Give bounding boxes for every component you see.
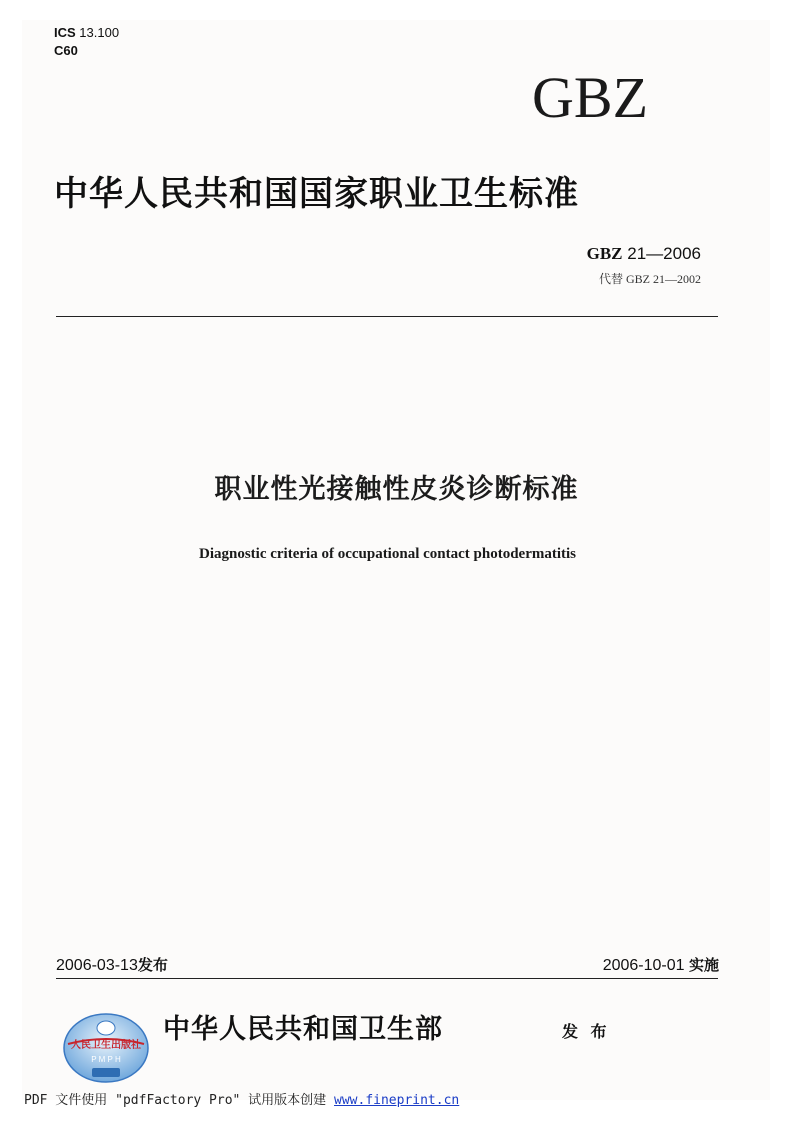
ics-value: 13.100 bbox=[79, 25, 120, 40]
seal-publisher-name: 人民卫生出版社 bbox=[71, 1040, 141, 1051]
pdf-footer bbox=[24, 1092, 459, 1110]
publisher-seal-logo bbox=[62, 1010, 150, 1084]
fineprint-link[interactable]: www.fineprint.cn bbox=[334, 1093, 460, 1108]
classification-code: C60 bbox=[54, 43, 78, 58]
issue-date-value: 2006-03-13 bbox=[56, 957, 138, 974]
replaces-note: 代替 GBZ 21—2002 bbox=[598, 272, 701, 286]
issue-label: 发布 bbox=[137, 957, 168, 974]
standard-number bbox=[587, 243, 701, 265]
seal-letters: P M P H bbox=[91, 1055, 121, 1064]
document-title-en: Diagnostic criteria of occupational contact photodermatitis bbox=[198, 546, 577, 562]
document-title-cn: 职业性光接触性皮炎诊断标准 bbox=[214, 474, 579, 505]
issue-date bbox=[56, 955, 168, 977]
standard-title: 中华人民共和国国家职业卫生标准 bbox=[54, 174, 579, 214]
top-divider bbox=[56, 316, 718, 317]
ics-code bbox=[54, 25, 119, 41]
implementation-label: 实施 bbox=[688, 957, 719, 974]
standard-number-value: 21—2006 bbox=[627, 244, 701, 263]
implementation-date bbox=[603, 955, 719, 977]
gbz-logo: GBZ bbox=[532, 65, 648, 130]
footer-text: PDF 文件使用 "pdfFactory Pro" 试用版本创建 bbox=[24, 1093, 327, 1108]
bottom-divider bbox=[56, 978, 718, 979]
standard-number-prefix: GBZ bbox=[586, 244, 623, 263]
ics-label: ICS bbox=[54, 25, 76, 40]
issuing-ministry: 中华人民共和国卫生部 bbox=[163, 1014, 443, 1045]
implementation-date-value: 2006-10-01 bbox=[602, 957, 685, 974]
issued-by-label: 发 布 bbox=[562, 1024, 611, 1041]
